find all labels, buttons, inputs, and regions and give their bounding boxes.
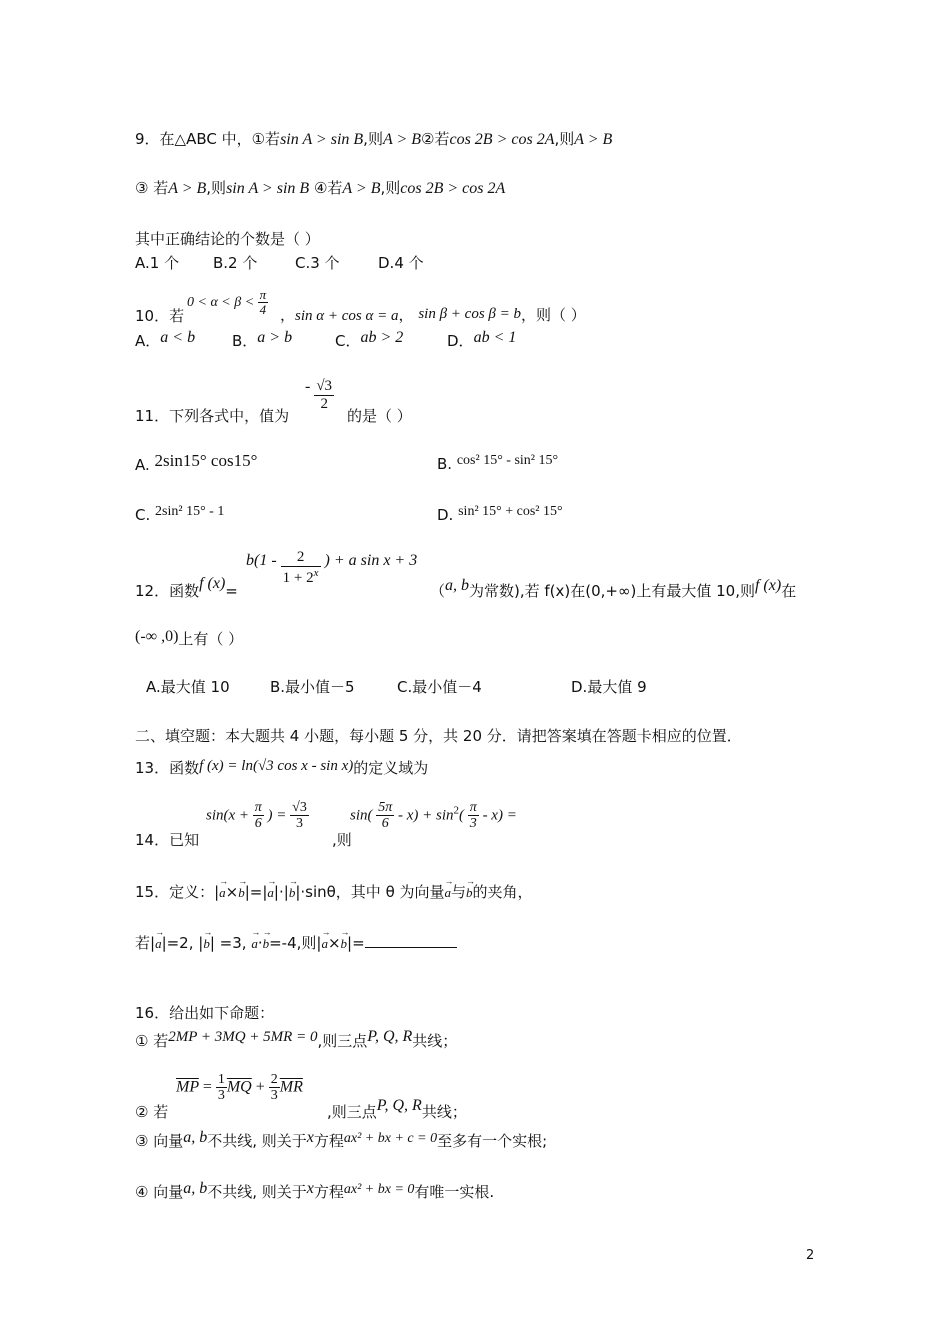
q16-p2-frac2: $\frac{2}{3}$ bbox=[270, 1072, 278, 1104]
q9-then3: ,则 bbox=[206, 179, 227, 197]
q11-frac-den: 2 bbox=[320, 395, 328, 412]
q12-fx: f (x) bbox=[199, 575, 226, 592]
q9-result4: cos 2B > cos 2A bbox=[400, 180, 506, 197]
q9-cond3: A > B bbox=[168, 180, 207, 197]
q16-prop3: ③ 向量a, b不共线, 则关于x方程ax² + bx + c = 0至多有一个实根; bbox=[135, 1129, 548, 1150]
q14-e1b: ) = bbox=[267, 807, 287, 824]
q10-number: 10．若 bbox=[135, 307, 185, 325]
q15-line2: 若|→ a|=2, |→ b| =3, → a·→ b=-4,则|→ a×→ b|= bbox=[135, 932, 457, 953]
q12-paren: （ bbox=[430, 582, 446, 600]
q11-frac-num: √3 bbox=[316, 378, 333, 394]
q11-option-a[interactable]: A. 2sin15° cos15° bbox=[135, 451, 258, 474]
vector-a: → a bbox=[219, 885, 226, 901]
q12-text: 为常数),若 f(x)在(0,+∞)上有最大值 10,则 bbox=[469, 582, 755, 600]
q14-e2b: - x) + sin bbox=[398, 807, 454, 824]
q14-e2d: - x) = bbox=[482, 807, 517, 824]
q12-line1 bbox=[135, 575, 238, 601]
q10-option-d[interactable]: D．ab < 1 bbox=[447, 329, 517, 350]
q9-option-b[interactable]: B.2 个 bbox=[213, 254, 258, 272]
q14-frac4: $\frac{\pi}{3}$ bbox=[469, 800, 477, 832]
q9-then1: ,则 bbox=[363, 130, 383, 148]
q13-line bbox=[135, 757, 428, 778]
q10-option-c[interactable]: C．ab > 2 bbox=[335, 329, 404, 350]
section-2-heading: 二、填空题：本大题共 4 小题，每小题 5 分，共 20 分．请把答案填在答题卡相应的位置． bbox=[135, 727, 742, 745]
q14-e2c: ( bbox=[459, 807, 465, 824]
q9-question: 其中正确结论的个数是（ ） bbox=[135, 230, 320, 248]
q16-p2-frac1: $\frac{1}{3}$ bbox=[217, 1072, 225, 1104]
q9-option-c[interactable]: C.3 个 bbox=[295, 254, 340, 272]
q10-option-b[interactable]: B．a > b bbox=[232, 329, 293, 350]
q11-fraction bbox=[314, 378, 334, 412]
q9-then2: ,则 bbox=[554, 130, 575, 148]
page-number: 2 bbox=[806, 1248, 815, 1263]
q16-p3-expr: ax² + bx + c = 0 bbox=[343, 1131, 438, 1146]
q9-cond2: cos 2B > cos 2A bbox=[449, 131, 555, 148]
q14-e2a: sin( bbox=[350, 807, 373, 824]
q12-option-a[interactable]: A.最大值 10 bbox=[146, 678, 230, 696]
q10-eq1: sin α + cos α = a bbox=[295, 308, 399, 324]
q14-frac2: $\frac{√3}{3}$ bbox=[292, 800, 307, 832]
q16-p1-expr: 2MP + 3MQ + 5MR = 0 bbox=[168, 1029, 318, 1045]
q12-frac-num: 2 bbox=[281, 549, 321, 567]
q12-line2 bbox=[135, 628, 243, 649]
q9-cond1: sin A > sin B bbox=[280, 131, 364, 148]
q9-prefix: 在△ABC 中，①若 bbox=[159, 130, 281, 148]
q10-equations: ，sin α + cos α = a， sin β + cos β = b，则（ ） bbox=[280, 306, 586, 324]
q12-line1-rest bbox=[430, 577, 797, 601]
q16-p2-expr: $\overline{MP}$ = $\frac{1}{3}$ $\overline{MQ}$ + $\frac{2}{3}$ $\overline{MR}$ bbox=[176, 1072, 303, 1104]
q12-expr-a: b(1 - bbox=[246, 552, 277, 570]
q11-option-b[interactable]: B. cos² 15° - sin² 15° bbox=[437, 453, 559, 473]
q14-given bbox=[206, 800, 309, 832]
q12-frac-den: $1 + 2^x$ bbox=[282, 566, 319, 586]
q12-ab: a, b bbox=[445, 577, 470, 594]
q16-prop2-tail: ,则三点P, Q, R共线； bbox=[327, 1097, 467, 1121]
q14-target bbox=[350, 800, 517, 832]
q10-option-a[interactable]: A．a < b bbox=[135, 329, 196, 350]
q9-then4: ,则 bbox=[380, 179, 401, 197]
q12-question: 上有（ ） bbox=[178, 630, 244, 648]
q16-prop1: ① 若2MP + 3MQ + 5MR = 0,则三点P, Q, R共线； bbox=[135, 1028, 458, 1050]
q12-tail: 在 bbox=[781, 582, 797, 600]
q11-neg-sign: - bbox=[305, 377, 311, 395]
q16-p4-expr: ax² + bx = 0 bbox=[343, 1182, 415, 1197]
q12-function bbox=[246, 549, 417, 586]
q14-sup: 2 bbox=[453, 804, 460, 817]
q10-pi-over-4 bbox=[258, 288, 269, 318]
q13-tail: 的定义域为 bbox=[353, 759, 429, 777]
q9-line1 bbox=[135, 128, 612, 149]
q9-option-d[interactable]: D.4 个 bbox=[378, 254, 424, 272]
q12-expr-b: ) + a sin x + 3 bbox=[324, 552, 418, 570]
q14-frac1: $\frac{\pi}{6}$ bbox=[254, 800, 262, 832]
q12-interval: (-∞ ,0) bbox=[135, 628, 179, 645]
q9-line2 bbox=[135, 177, 505, 198]
q9-item2-label: ②若 bbox=[421, 130, 450, 148]
q16-prop4: ④ 向量a, b不共线, 则关于x方程ax² + bx = 0有唯一实根. bbox=[135, 1180, 495, 1201]
q10-frac-num: π bbox=[259, 287, 267, 302]
q11-text: 11．下列各式中，值为 bbox=[135, 407, 290, 425]
q14-mid: ,则 bbox=[332, 831, 352, 849]
q10-eq2: sin β + cos β = b bbox=[418, 306, 521, 322]
q12-option-c[interactable]: C.最小值－4 bbox=[397, 678, 482, 696]
q13-number: 13．函数 bbox=[135, 759, 200, 777]
q12-option-d[interactable]: D.最大值 9 bbox=[571, 678, 647, 696]
q14-frac3: $\frac{5\pi}{6}$ bbox=[378, 800, 393, 832]
q9-item3-label: ③ 若 bbox=[135, 179, 169, 197]
q12-fraction bbox=[281, 549, 321, 586]
q9-result1: A > B bbox=[382, 131, 422, 148]
q16-title: 16．给出如下命题： bbox=[135, 1004, 275, 1022]
q10-cond-text: 0 < α < β < bbox=[187, 295, 255, 311]
q12-option-b[interactable]: B.最小值－5 bbox=[270, 678, 355, 696]
q16-prop2-label: ② 若 bbox=[135, 1103, 169, 1121]
q10-frac-den: 4 bbox=[259, 302, 267, 318]
q10-tail: ，则（ ） bbox=[521, 306, 586, 324]
q14-e1a: sin(x + bbox=[206, 807, 250, 824]
q9-result2: A > B bbox=[574, 131, 613, 148]
q11-option-c[interactable]: C. 2sin² 15° - 1 bbox=[135, 504, 225, 524]
q11-option-d[interactable]: D. sin² 15° + cos² 15° bbox=[437, 504, 563, 524]
q14-number: 14．已知 bbox=[135, 831, 200, 849]
q11-tail: 的是（ ） bbox=[347, 407, 412, 425]
q15-answer-blank[interactable] bbox=[365, 935, 457, 948]
q9-number: 9． bbox=[135, 130, 160, 148]
q12-eq: = bbox=[225, 582, 238, 600]
q9-item4-label: ④若 bbox=[313, 179, 343, 197]
vector-b: → b bbox=[238, 885, 245, 901]
q9-result3: sin A > sin B bbox=[226, 180, 310, 197]
q9-cond4: A > B bbox=[342, 180, 381, 197]
q10-condition bbox=[187, 288, 268, 318]
q15-line1: 15．定义：|→ a×→ b|=|→ a|·|→ b|·sinθ，其中 θ 为向量→ a与→ b的夹角， bbox=[135, 881, 533, 902]
q12-number: 12．函数 bbox=[135, 582, 200, 600]
q11-value bbox=[305, 378, 334, 412]
q16-points: P, Q, R bbox=[367, 1028, 413, 1045]
q12-fx2: f (x) bbox=[754, 577, 782, 594]
q9-option-a[interactable]: A.1 个 bbox=[135, 254, 180, 272]
q13-expr: f (x) = ln(√3 cos x - sin x) bbox=[199, 758, 354, 774]
